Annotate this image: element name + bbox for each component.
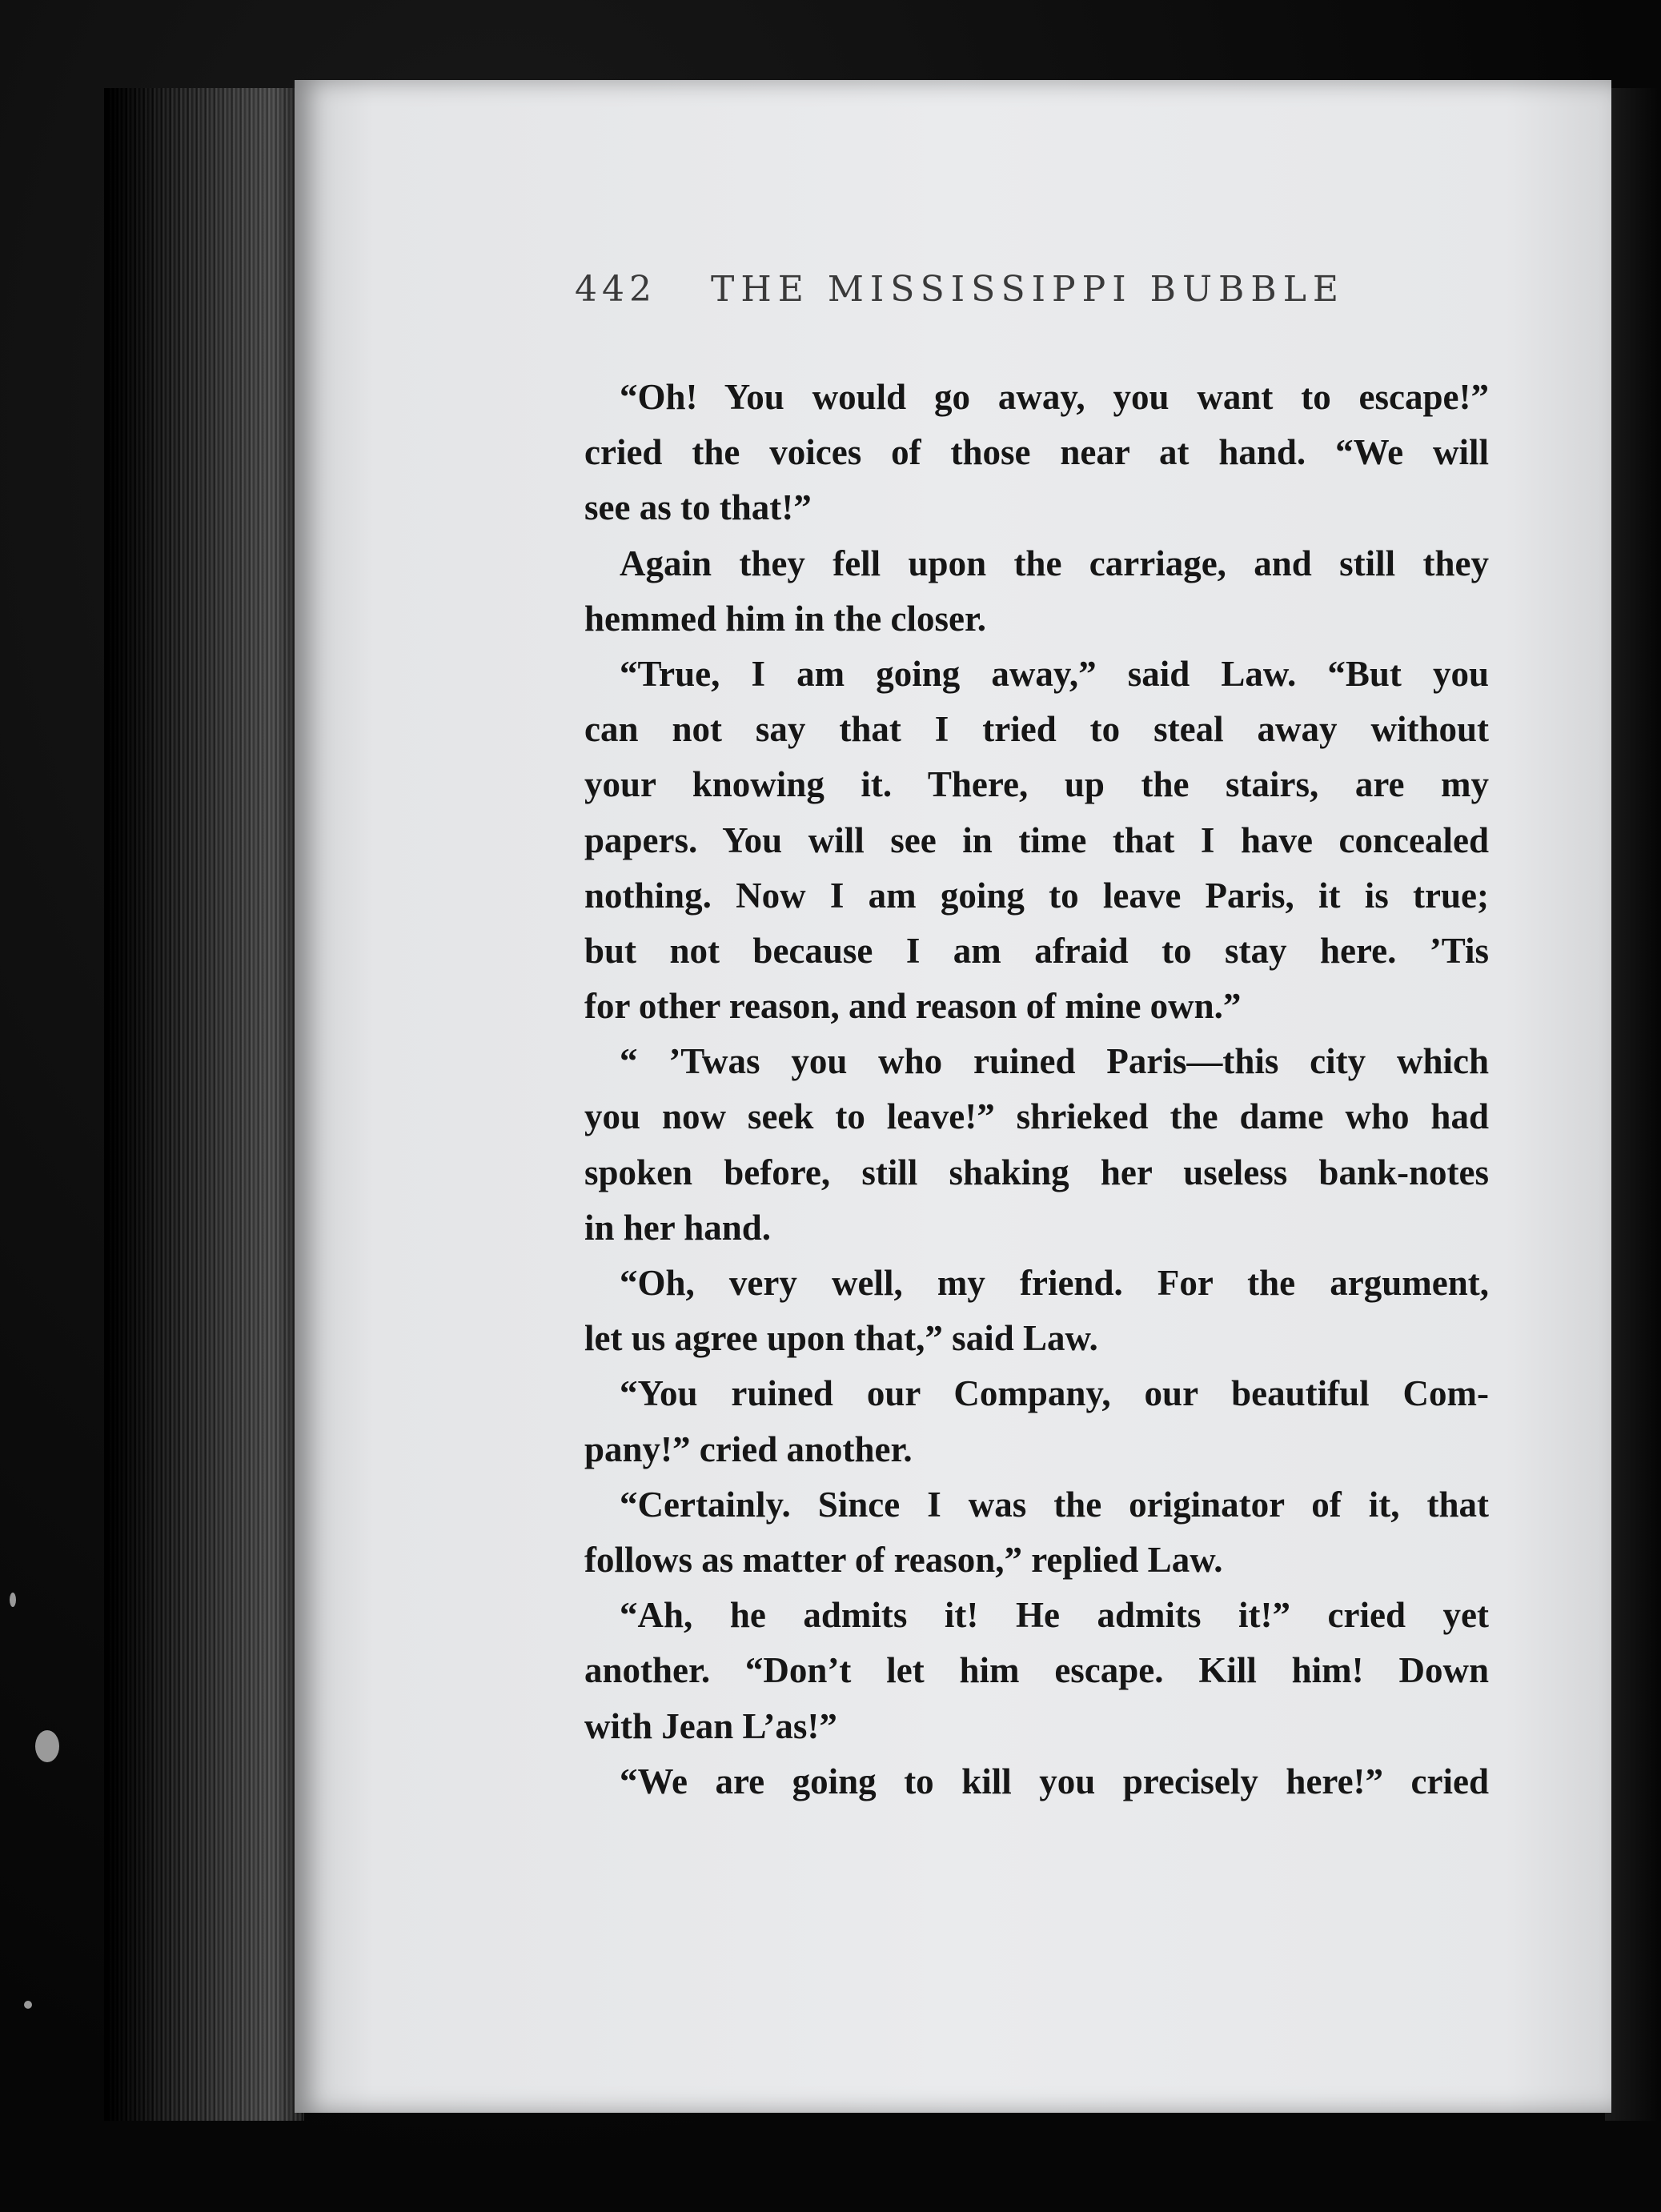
page-stack-edge xyxy=(104,88,304,2121)
text-line: “ ’Twas you who ruined Paris—this city which xyxy=(620,1041,1489,1082)
text-line: follows as matter of reason,” replied Law. xyxy=(584,1539,1223,1580)
text-line: another. “Don’t let him escape. Kill him! Down xyxy=(584,1650,1489,1691)
text-line: pany!” cried another. xyxy=(584,1429,913,1469)
text-line: “Oh! You would go away, you want to escape!” xyxy=(620,377,1489,417)
text-line: nothing. Now I am going to leave Paris, it is true; xyxy=(584,875,1489,916)
text-line: “True, I am going away,” said Law. “But you xyxy=(620,653,1489,694)
page-number: 442 xyxy=(575,269,656,310)
text-line: you now seek to leave!” shrieked the dame who had xyxy=(584,1096,1489,1137)
text-line: but not because I am afraid to stay here. ’Tis xyxy=(584,930,1489,971)
text-line: “Certainly. Since I was the originator of it, that xyxy=(620,1484,1489,1525)
text-line: “You ruined our Company, our beautiful Com- xyxy=(620,1373,1489,1414)
text-line: papers. You will see in time that I have concealed xyxy=(584,819,1489,860)
text-line: “Oh, very well, my friend. For the argument, xyxy=(620,1263,1489,1303)
text-line: Again they fell upon the carriage, and still they xyxy=(620,543,1489,583)
text-line: with Jean L’as!” xyxy=(584,1705,837,1746)
text-line: let us agree upon that,” said Law. xyxy=(584,1318,1098,1359)
text-line: see as to that!” xyxy=(584,487,812,528)
text-line: cried the voices of those near at hand. “We will xyxy=(584,432,1489,473)
text-line: can not say that I tried to steal away without xyxy=(584,709,1489,750)
dust-speck xyxy=(35,1730,59,1762)
text-line: “Ah, he admits it! He admits it!” cried yet xyxy=(620,1595,1489,1636)
text-line: for other reason, and reason of mine own.” xyxy=(584,986,1242,1027)
body-text xyxy=(584,370,1489,1809)
text-line: “We are going to kill you precisely here!” cried xyxy=(620,1761,1489,1801)
book-title: THE MISSISSIPPI BUBBLE xyxy=(711,269,1346,310)
dust-speck xyxy=(10,1593,16,1607)
text-line: your knowing it. There, up the stairs, are my xyxy=(584,764,1489,805)
right-book-edge xyxy=(1605,88,1661,2121)
dust-speck xyxy=(24,2001,32,2009)
text-line: in her hand. xyxy=(584,1207,772,1248)
running-head xyxy=(575,269,1375,325)
text-line: spoken before, still shaking her useless bank-notes xyxy=(584,1152,1489,1192)
text-line: hemmed him in the closer. xyxy=(584,598,987,639)
